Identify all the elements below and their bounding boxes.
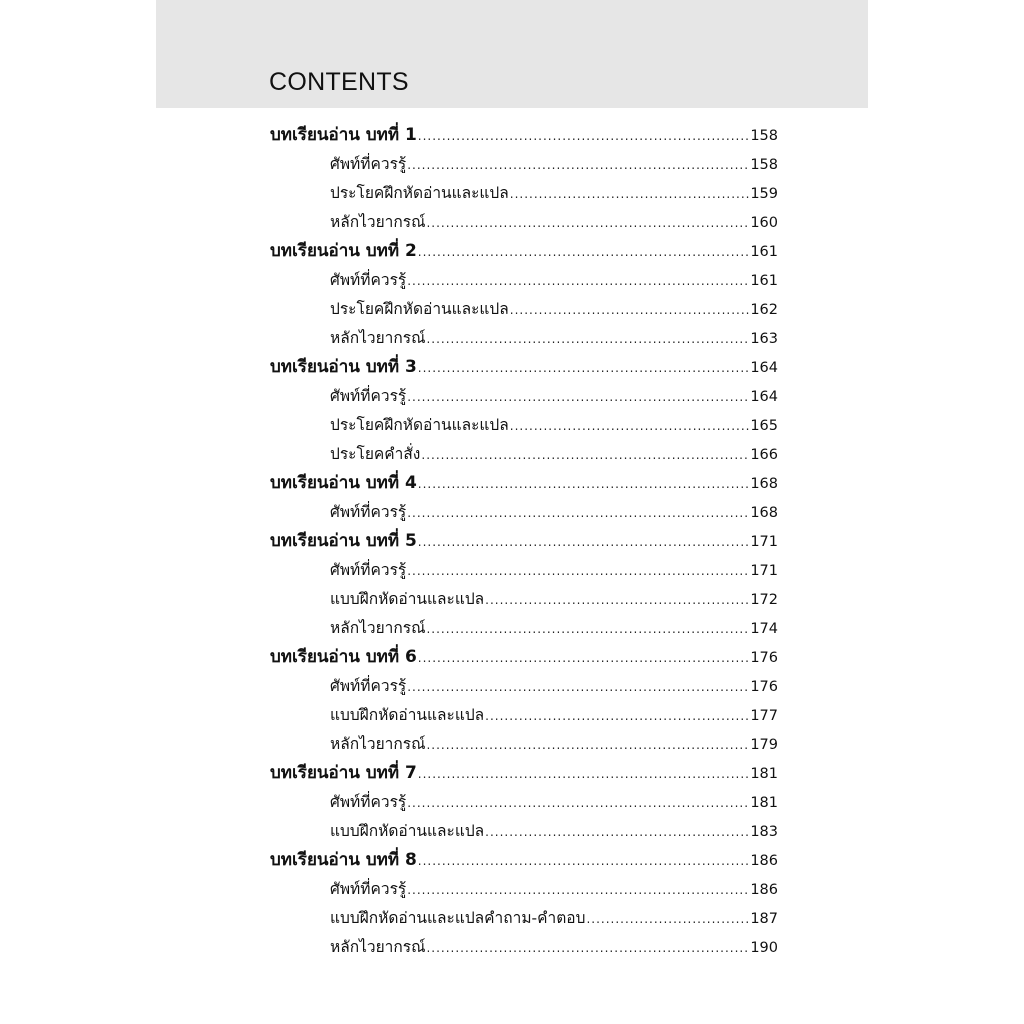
toc-entry-label: ศัพท์ที่ควรรู้ xyxy=(330,880,407,898)
header-band xyxy=(156,0,868,108)
dot-leader xyxy=(406,789,750,817)
toc-entry-page-number: 161 xyxy=(750,244,778,260)
toc-entry-label: บทเรียนอ่าน บทที่ 5 xyxy=(270,531,417,551)
toc-subsection-entry xyxy=(270,150,778,179)
dot-leader xyxy=(425,615,750,643)
toc-subsection-entry xyxy=(270,324,778,353)
table-of-contents xyxy=(270,121,778,962)
toc-entry-page-number: 183 xyxy=(750,824,778,840)
toc-entry-label: หลักไวยากรณ์ xyxy=(330,735,426,753)
dot-leader xyxy=(420,441,750,469)
dot-leader xyxy=(406,557,750,585)
toc-entry-page-number: 172 xyxy=(750,592,778,608)
toc-subsection-entry xyxy=(270,556,778,585)
toc-entry-page-number: 162 xyxy=(750,302,778,318)
toc-entry-page-number: 165 xyxy=(750,418,778,434)
toc-chapter-entry xyxy=(270,237,778,266)
toc-subsection-entry xyxy=(270,440,778,469)
dot-leader xyxy=(417,122,751,150)
dot-leader xyxy=(509,296,751,324)
toc-entry-page-number: 159 xyxy=(750,186,778,202)
toc-entry-label: ศัพท์ที่ควรรู้ xyxy=(330,677,407,695)
toc-subsection-entry xyxy=(270,498,778,527)
toc-subsection-entry xyxy=(270,672,778,701)
toc-entry-label: แบบฝึกหัดอ่านและแปล xyxy=(330,822,485,840)
toc-chapter-entry xyxy=(270,846,778,875)
toc-entry-page-number: 190 xyxy=(750,940,778,956)
dot-leader xyxy=(406,499,750,527)
toc-entry-page-number: 186 xyxy=(750,882,778,898)
dot-leader xyxy=(509,180,751,208)
dot-leader xyxy=(417,760,751,788)
toc-entry-label: บทเรียนอ่าน บทที่ 7 xyxy=(270,763,417,783)
toc-entry-page-number: 181 xyxy=(750,795,778,811)
document-page xyxy=(156,0,868,1024)
toc-entry-page-number: 179 xyxy=(750,737,778,753)
toc-entry-label: บทเรียนอ่าน บทที่ 8 xyxy=(270,850,417,870)
dot-leader xyxy=(585,905,750,933)
toc-subsection-entry xyxy=(270,904,778,933)
toc-subsection-entry xyxy=(270,295,778,324)
dot-leader xyxy=(406,151,750,179)
toc-chapter-entry xyxy=(270,643,778,672)
toc-entry-label: แบบฝึกหัดอ่านและแปล xyxy=(330,706,485,724)
toc-entry-page-number: 166 xyxy=(750,447,778,463)
toc-entry-label: ประโยคฝึกหัดอ่านและแปล xyxy=(330,184,509,202)
dot-leader xyxy=(484,818,750,846)
toc-subsection-entry xyxy=(270,585,778,614)
page-title: CONTENTS xyxy=(269,68,409,96)
dot-leader xyxy=(406,267,750,295)
toc-entry-page-number: 177 xyxy=(750,708,778,724)
dot-leader xyxy=(425,934,750,962)
toc-entry-label: แบบฝึกหัดอ่านและแปลคำถาม-คำตอบ xyxy=(330,909,586,927)
toc-chapter-entry xyxy=(270,759,778,788)
dot-leader xyxy=(417,354,751,382)
toc-entry-label: บทเรียนอ่าน บทที่ 6 xyxy=(270,647,417,667)
toc-subsection-entry xyxy=(270,179,778,208)
toc-entry-page-number: 187 xyxy=(750,911,778,927)
toc-entry-page-number: 168 xyxy=(750,505,778,521)
toc-entry-label: บทเรียนอ่าน บทที่ 4 xyxy=(270,473,417,493)
toc-entry-label: ประโยคคำสั่ง xyxy=(330,445,421,463)
dot-leader xyxy=(417,847,751,875)
toc-entry-page-number: 158 xyxy=(750,128,778,144)
toc-entry-page-number: 171 xyxy=(750,534,778,550)
dot-leader xyxy=(417,470,751,498)
toc-entry-page-number: 164 xyxy=(750,360,778,376)
toc-subsection-entry xyxy=(270,266,778,295)
toc-entry-label: หลักไวยากรณ์ xyxy=(330,938,426,956)
toc-entry-label: บทเรียนอ่าน บทที่ 1 xyxy=(270,125,417,145)
toc-entry-page-number: 158 xyxy=(750,157,778,173)
toc-entry-page-number: 171 xyxy=(750,563,778,579)
toc-chapter-entry xyxy=(270,353,778,382)
toc-subsection-entry xyxy=(270,730,778,759)
dot-leader xyxy=(425,731,750,759)
toc-entry-page-number: 174 xyxy=(750,621,778,637)
toc-chapter-entry xyxy=(270,121,778,150)
dot-leader xyxy=(417,238,751,266)
toc-entry-page-number: 164 xyxy=(750,389,778,405)
toc-entry-page-number: 168 xyxy=(750,476,778,492)
toc-entry-label: ศัพท์ที่ควรรู้ xyxy=(330,503,407,521)
toc-entry-page-number: 163 xyxy=(750,331,778,347)
toc-entry-label: หลักไวยากรณ์ xyxy=(330,329,426,347)
dot-leader xyxy=(509,412,751,440)
toc-entry-label: ศัพท์ที่ควรรู้ xyxy=(330,155,407,173)
toc-entry-label: ศัพท์ที่ควรรู้ xyxy=(330,271,407,289)
toc-entry-page-number: 176 xyxy=(750,650,778,666)
toc-subsection-entry xyxy=(270,817,778,846)
dot-leader xyxy=(417,644,751,672)
dot-leader xyxy=(425,209,750,237)
toc-entry-label: แบบฝึกหัดอ่านและแปล xyxy=(330,590,485,608)
dot-leader xyxy=(406,383,750,411)
dot-leader xyxy=(417,528,751,556)
toc-entry-label: บทเรียนอ่าน บทที่ 3 xyxy=(270,357,417,377)
dot-leader xyxy=(406,673,750,701)
dot-leader xyxy=(425,325,750,353)
toc-entry-label: บทเรียนอ่าน บทที่ 2 xyxy=(270,241,417,261)
toc-entry-page-number: 186 xyxy=(750,853,778,869)
toc-entry-page-number: 160 xyxy=(750,215,778,231)
toc-subsection-entry xyxy=(270,382,778,411)
toc-entry-label: ประโยคฝึกหัดอ่านและแปล xyxy=(330,416,509,434)
dot-leader xyxy=(484,702,750,730)
toc-entry-page-number: 176 xyxy=(750,679,778,695)
toc-entry-page-number: 161 xyxy=(750,273,778,289)
toc-chapter-entry xyxy=(270,527,778,556)
toc-entry-label: ศัพท์ที่ควรรู้ xyxy=(330,387,407,405)
toc-subsection-entry xyxy=(270,701,778,730)
dot-leader xyxy=(406,876,750,904)
toc-subsection-entry xyxy=(270,614,778,643)
toc-entry-label: หลักไวยากรณ์ xyxy=(330,213,426,231)
toc-entry-label: หลักไวยากรณ์ xyxy=(330,619,426,637)
toc-subsection-entry xyxy=(270,411,778,440)
dot-leader xyxy=(484,586,750,614)
toc-subsection-entry xyxy=(270,788,778,817)
toc-subsection-entry xyxy=(270,933,778,962)
toc-entry-label: ศัพท์ที่ควรรู้ xyxy=(330,793,407,811)
toc-chapter-entry xyxy=(270,469,778,498)
toc-entry-label: ศัพท์ที่ควรรู้ xyxy=(330,561,407,579)
toc-entry-label: ประโยคฝึกหัดอ่านและแปล xyxy=(330,300,509,318)
toc-subsection-entry xyxy=(270,875,778,904)
toc-subsection-entry xyxy=(270,208,778,237)
toc-entry-page-number: 181 xyxy=(750,766,778,782)
